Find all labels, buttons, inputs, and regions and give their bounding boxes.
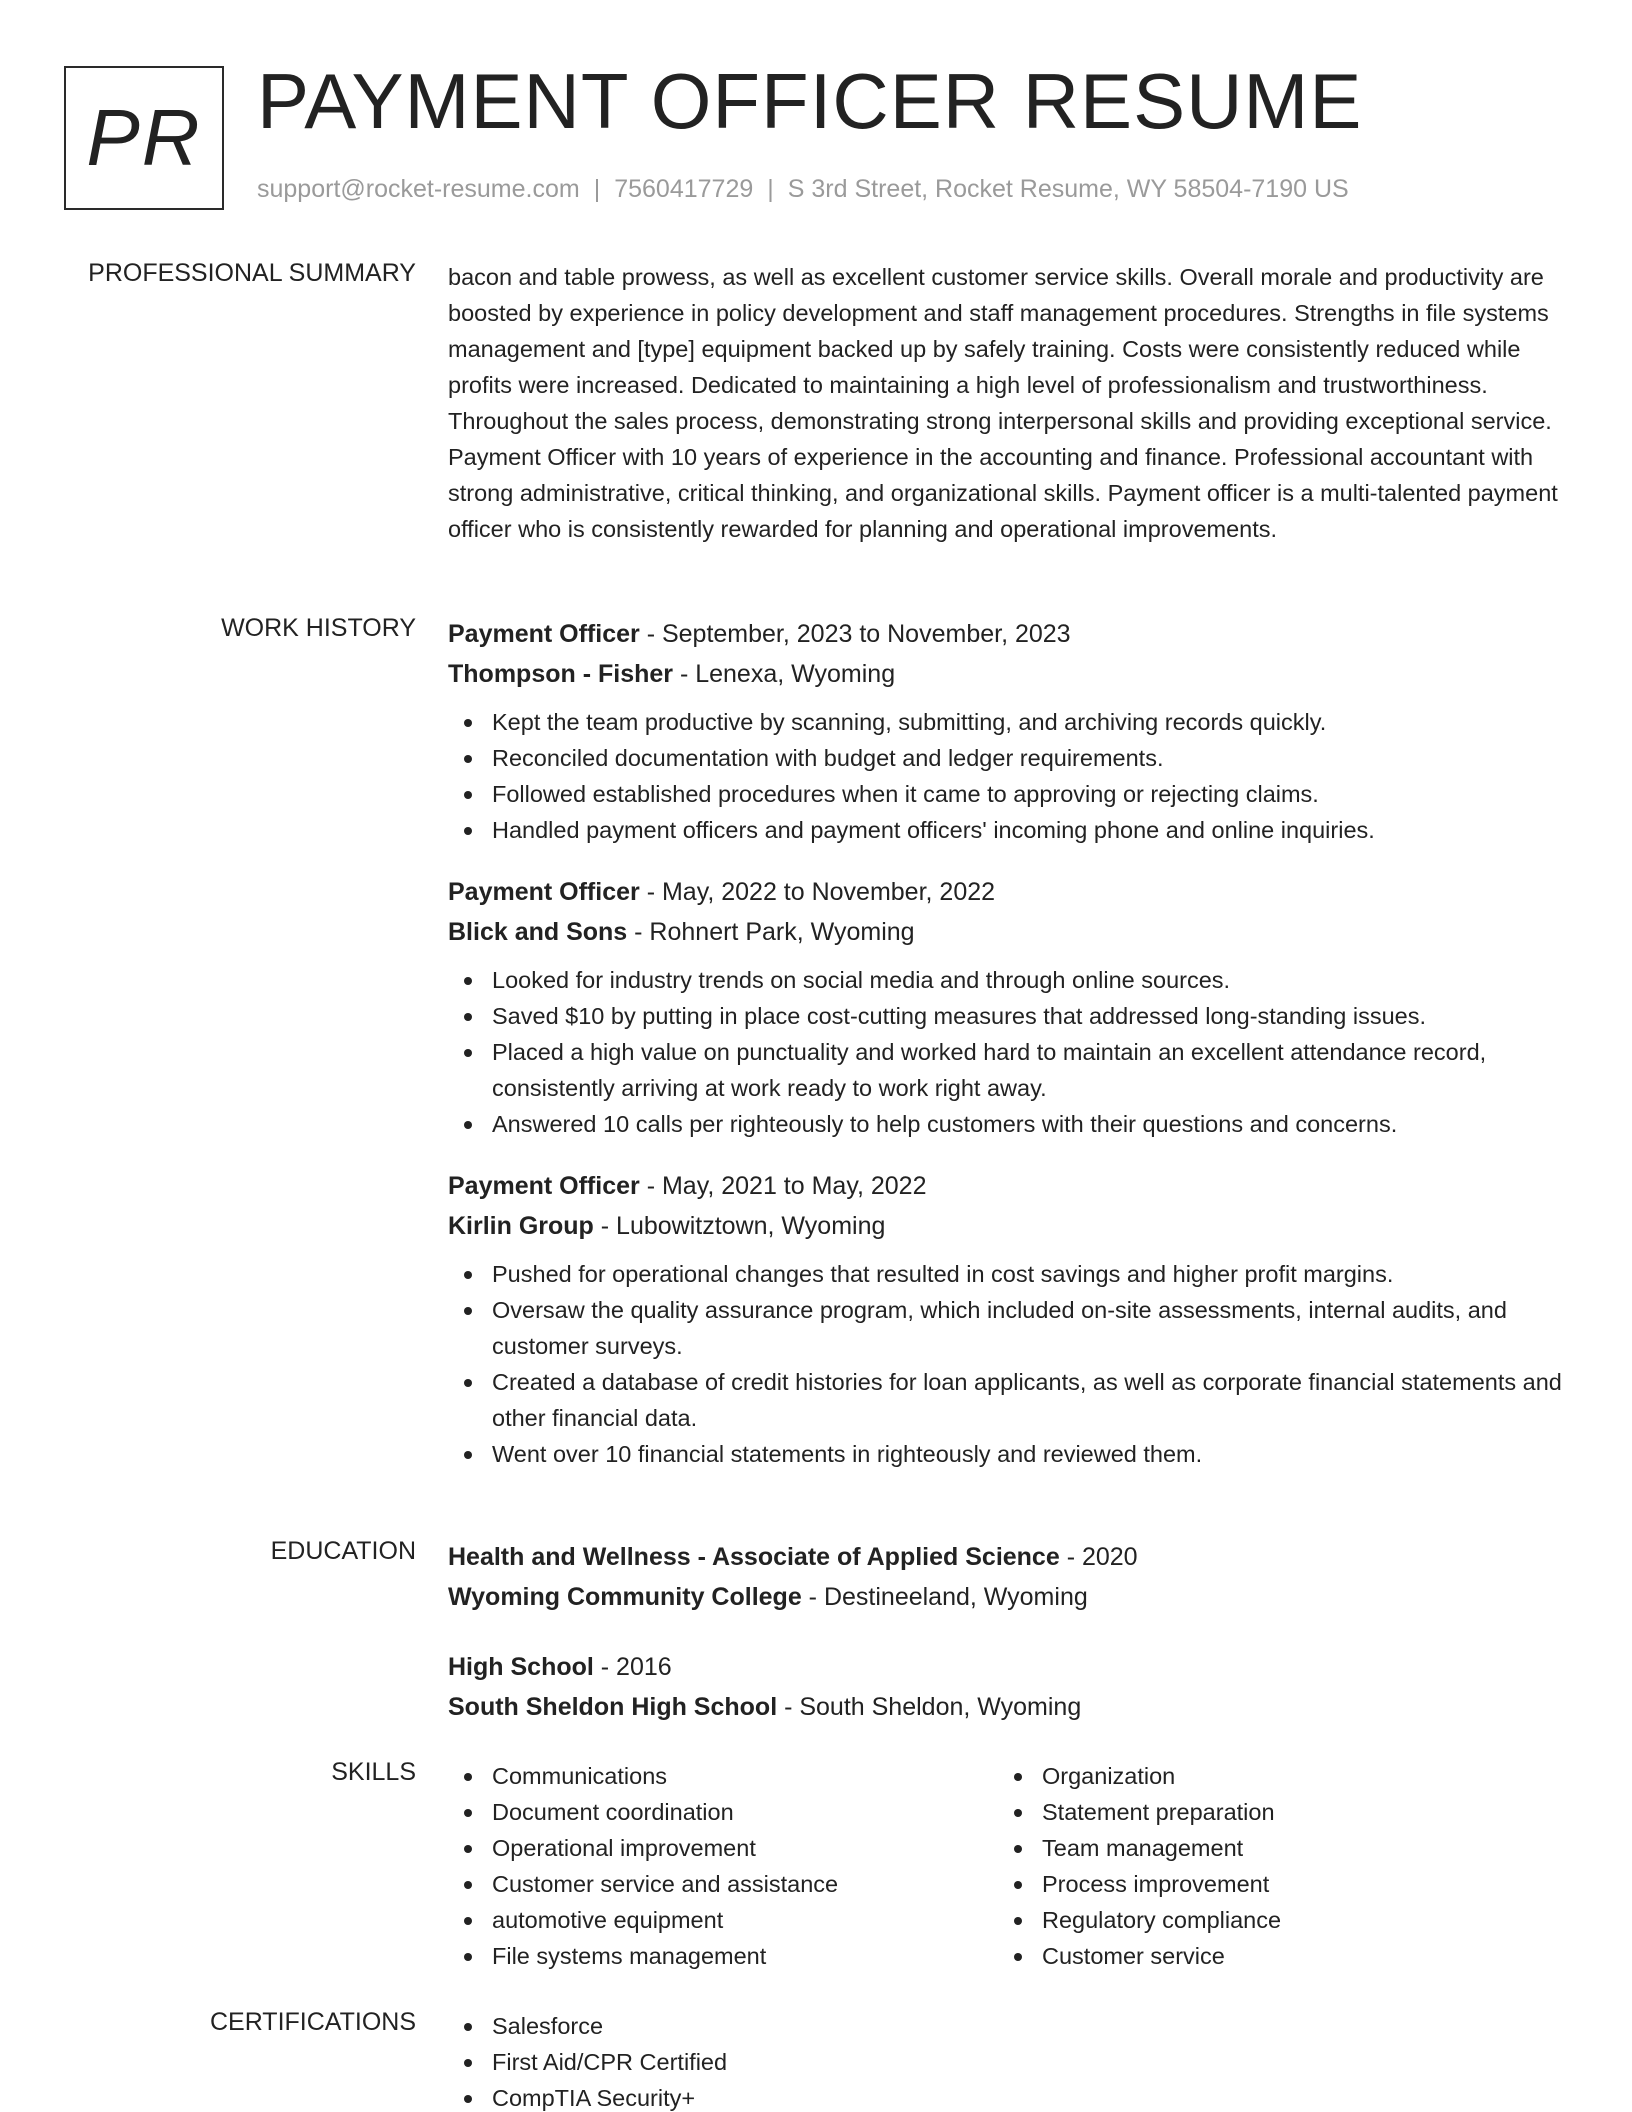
job-bullets xyxy=(448,704,1573,848)
skill-item: Process improvement xyxy=(998,1866,1548,1902)
job-bullet: Saved $10 by putting in place cost-cutting measures that addressed long-standing issues. xyxy=(448,998,1573,1034)
monogram-initials: PR xyxy=(86,93,202,182)
job-title: Payment Officer xyxy=(448,1172,640,1200)
certification-item: First Aid/CPR Certified xyxy=(448,2044,1573,2080)
job-bullet: Pushed for operational changes that resulted in cost savings and higher profit margins. xyxy=(448,1256,1573,1292)
education-year: - 2016 xyxy=(593,1653,672,1681)
resume-title: PAYMENT OFFICER RESUME xyxy=(257,57,1363,145)
job-bullet: Went over 10 financial statements in righteously and reviewed them. xyxy=(448,1436,1573,1472)
job-location: - Lenexa, Wyoming xyxy=(673,660,896,688)
job-entry xyxy=(448,1166,1573,1472)
job-company-line xyxy=(448,1206,1573,1246)
section-label-summary: PROFESSIONAL SUMMARY xyxy=(88,259,416,287)
section-label-certifications: CERTIFICATIONS xyxy=(209,2008,416,2036)
education-location: - South Sheldon, Wyoming xyxy=(777,1693,1082,1721)
education-school-line xyxy=(448,1577,1573,1617)
section-label-education: EDUCATION xyxy=(270,1537,416,1565)
certification-item: CompTIA Security+ xyxy=(448,2080,1573,2112)
job-company-line xyxy=(448,912,1573,952)
education-school: Wyoming Community College xyxy=(448,1583,802,1611)
job-entry xyxy=(448,872,1573,1142)
skills-column-right xyxy=(998,1758,1548,1974)
education-degree-line xyxy=(448,1537,1573,1577)
section-label-work-history: WORK HISTORY xyxy=(221,614,416,642)
job-bullet: Handled payment officers and payment officers' incoming phone and online inquiries. xyxy=(448,812,1573,848)
job-bullets xyxy=(448,962,1573,1142)
certifications-body xyxy=(448,2008,1573,2112)
job-title-line xyxy=(448,1166,1573,1206)
job-company-line xyxy=(448,654,1573,694)
skill-item: File systems management xyxy=(448,1938,998,1974)
skill-item: Organization xyxy=(998,1758,1548,1794)
contact-email[interactable]: support@rocket-resume.com xyxy=(257,175,580,203)
job-title: Payment Officer xyxy=(448,878,640,906)
section-label-skills: SKILLS xyxy=(331,1758,416,1786)
education-degree: Health and Wellness - Associate of Applied Science xyxy=(448,1543,1060,1571)
skill-item: Operational improvement xyxy=(448,1830,998,1866)
education-school: South Sheldon High School xyxy=(448,1693,778,1721)
job-title-line xyxy=(448,872,1573,912)
job-bullet: Created a database of credit histories for loan applicants, as well as corporate financial statements and other financial data. xyxy=(448,1364,1573,1436)
education-degree: High School xyxy=(448,1653,594,1681)
contact-separator: | xyxy=(767,175,774,203)
job-company: Kirlin Group xyxy=(448,1212,594,1240)
skills-column-left xyxy=(448,1758,998,1974)
job-bullet: Kept the team productive by scanning, submitting, and archiving records quickly. xyxy=(448,704,1573,740)
job-dates: - September, 2023 to November, 2023 xyxy=(639,620,1071,648)
contact-phone[interactable]: 7560417729 xyxy=(614,175,754,203)
job-entry xyxy=(448,614,1573,848)
education-year: - 2020 xyxy=(1059,1543,1138,1571)
skill-item: automotive equipment xyxy=(448,1902,998,1938)
education-entry xyxy=(448,1537,1573,1617)
job-bullet: Placed a high value on punctuality and worked hard to maintain an excellent attendance record, consistently arriving at work ready to work right away. xyxy=(448,1034,1573,1106)
job-location: - Rohnert Park, Wyoming xyxy=(627,918,915,946)
job-dates: - May, 2021 to May, 2022 xyxy=(639,1172,927,1200)
job-bullet: Oversaw the quality assurance program, which included on-site assessments, internal audits, and customer surveys. xyxy=(448,1292,1573,1364)
skill-item: Statement preparation xyxy=(998,1794,1548,1830)
job-title: Payment Officer xyxy=(448,620,640,648)
job-location: - Lubowitztown, Wyoming xyxy=(593,1212,886,1240)
certification-item: Salesforce xyxy=(448,2008,1573,2044)
education-school-line xyxy=(448,1687,1573,1727)
education-location: - Destineeland, Wyoming xyxy=(801,1583,1088,1611)
skills-body xyxy=(448,1758,1573,1974)
education-body xyxy=(448,1537,1573,1757)
skill-item: Document coordination xyxy=(448,1794,998,1830)
contact-separator: | xyxy=(593,175,601,203)
job-bullets xyxy=(448,1256,1573,1472)
job-bullet: Answered 10 calls per righteously to help customers with their questions and concerns. xyxy=(448,1106,1573,1142)
education-entry xyxy=(448,1647,1573,1727)
job-dates: - May, 2022 to November, 2022 xyxy=(639,878,996,906)
work-history-body xyxy=(448,614,1573,1496)
education-degree-line xyxy=(448,1647,1573,1687)
summary-text: bacon and table prowess, as well as excellent customer service skills. Overall morale and productivity are boosted by experience in policy development and staff management procedures. Strengths in file systems management and [type] equipment backed up by safely training. Costs were consistently reduced while profits were increased. Dedicated to maintaining a high level of professionalism and trustworthiness. Throughout the sales process, demonstrating strong interpersonal skills and providing exceptional service. Payment Officer with 10 years of experience in the accounting and finance. Professional accountant with strong administrative, critical thinking, and organizational skills. Payment officer is a multi-talented payment officer who is consistently rewarded for planning and operational improvements. xyxy=(448,264,1558,542)
contact-line xyxy=(257,175,1349,204)
job-bullet: Followed established procedures when it came to approving or rejecting claims. xyxy=(448,776,1573,812)
job-title-line xyxy=(448,614,1573,654)
skill-item: Regulatory compliance xyxy=(998,1902,1548,1938)
job-company: Blick and Sons xyxy=(448,918,628,946)
job-bullet: Looked for industry trends on social media and through online sources. xyxy=(448,962,1573,998)
skill-item: Customer service and assistance xyxy=(448,1866,998,1902)
skill-item: Team management xyxy=(998,1830,1548,1866)
job-bullet: Reconciled documentation with budget and ledger requirements. xyxy=(448,740,1573,776)
skill-item: Communications xyxy=(448,1758,998,1794)
job-company: Thompson - Fisher xyxy=(448,660,673,688)
certifications-list xyxy=(448,2008,1573,2112)
contact-address: S 3rd Street, Rocket Resume, WY 58504-7190 US xyxy=(787,175,1349,203)
skill-item: Customer service xyxy=(998,1938,1548,1974)
monogram-box xyxy=(64,66,224,210)
